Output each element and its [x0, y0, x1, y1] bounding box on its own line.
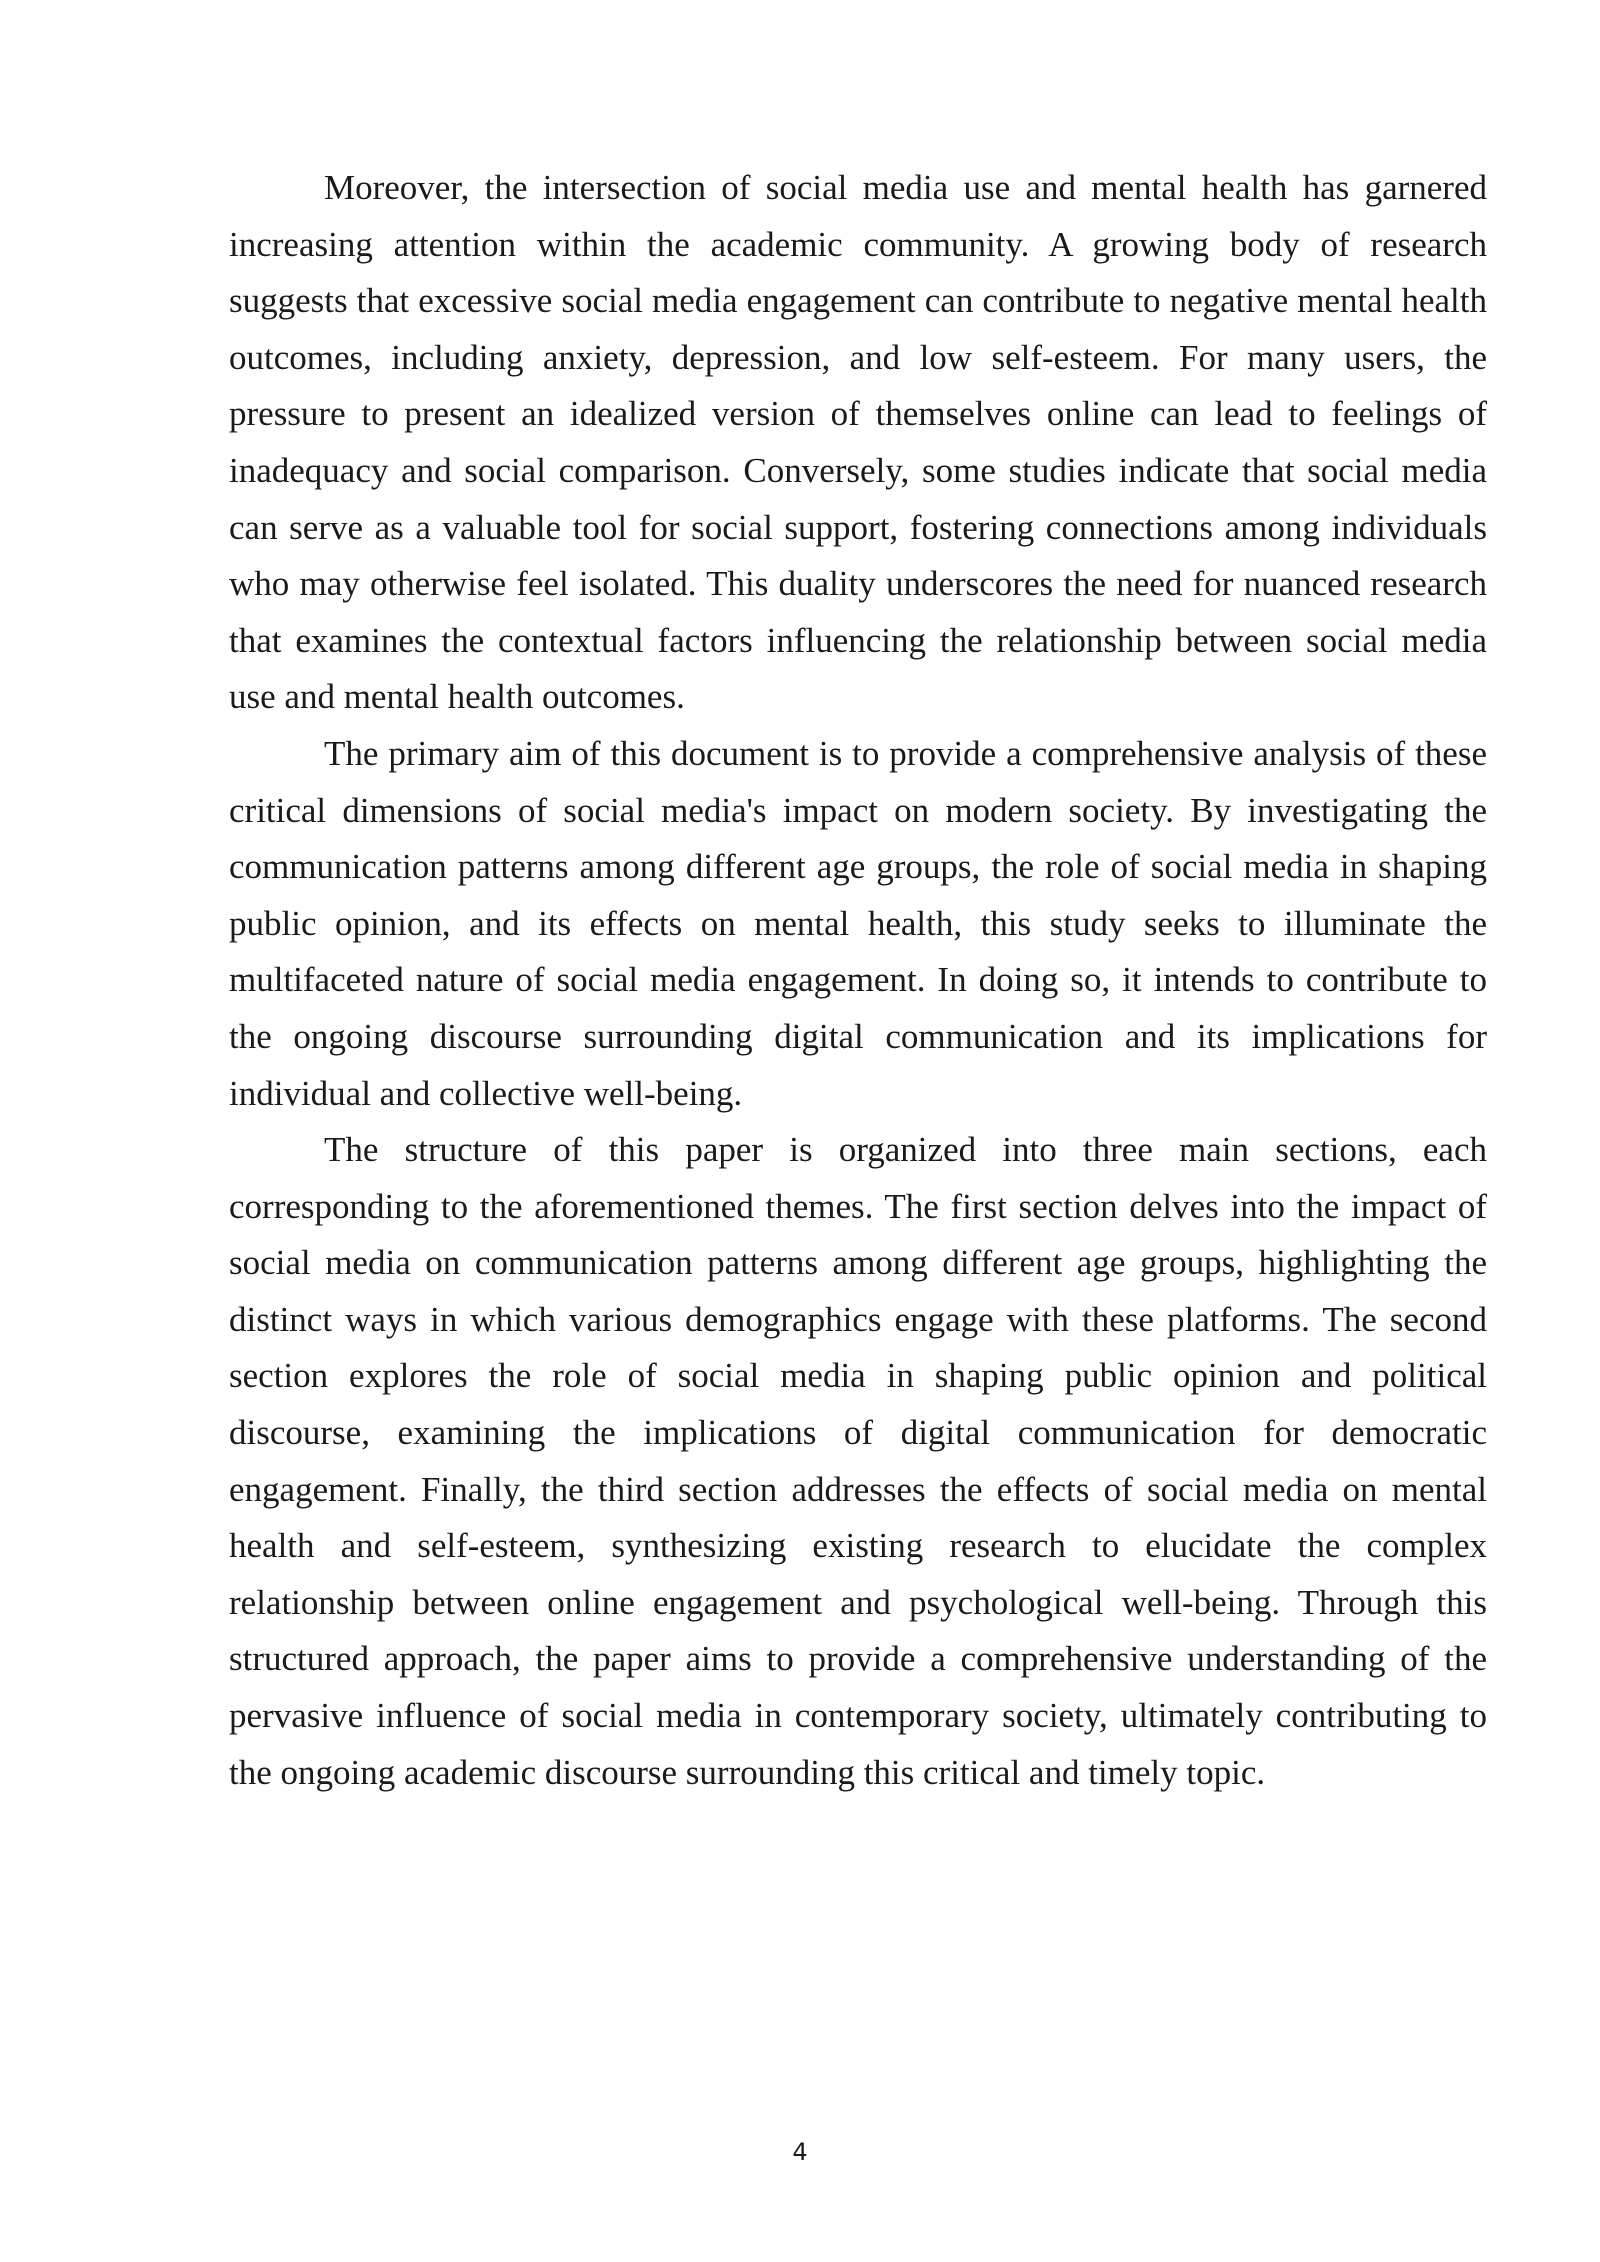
paragraph-2: The primary aim of this document is to provide a comprehensive analysis of these critical dimensions of social media's impact on modern society. By investigating the communication patterns among different age groups, the role of social media in shaping public opinion, and its effects on mental health, this study seeks to illuminate the multifaceted nature of social media engagement. In doing so, it intends to contribute to the ongoing discourse surrounding digital communication and its implications for individual and collective well-being.: [229, 733, 1487, 1113]
body-text: [229, 160, 1487, 1801]
paragraph-1: Moreover, the intersection of social media use and mental health has garnered increasing attention within the academic community. A growing body of research suggests that excessive social media engagement can contribute to negative mental health outcomes, including anxiety, depression, and low self-esteem. For many users, the pressure to present an idealized version of themselves online can lead to feelings of inadequacy and social comparison. Conversely, some studies indicate that social media can serve as a valuable tool for social support, fostering connections among individuals who may otherwise feel isolated. This duality underscores the need for nuanced research that examines the contextual factors influencing the relationship between social media use and mental health outcomes.: [229, 168, 1487, 717]
page-number: 4: [792, 2138, 808, 2166]
paragraph-3: The structure of this paper is organized into three main sections, each corresponding to the aforementioned themes. The first section delves into the impact of social media on communication patterns among different age groups, highlighting the distinct ways in which various demographics engage with these platforms. The second section explores the role of social media in shaping public opinion and political discourse, examining the implications of digital communication for democratic engagement. Finally, the third section addresses the effects of social media on mental health and self-esteem, synthesizing existing research to elucidate the complex relationship between online engagement and psychological well-being. Through this structured approach, the paper aims to provide a comprehensive understanding of the pervasive influence of social media in contemporary society, ultimately contributing to the ongoing academic discourse surrounding this critical and timely topic.: [229, 1130, 1487, 1792]
